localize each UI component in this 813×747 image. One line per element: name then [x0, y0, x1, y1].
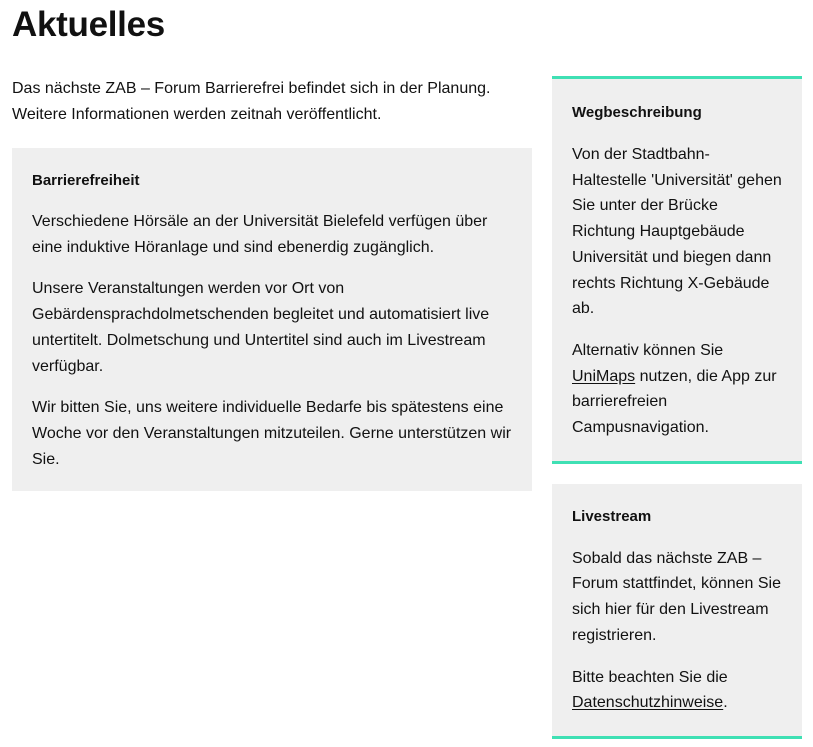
- unimaps-prefix: Alternativ können Sie: [572, 341, 724, 359]
- sidebar: [552, 76, 802, 739]
- intro-text: Das nächste ZAB – Forum Barrierefrei befindet sich in der Planung. Weitere Informationen werden zeitnah veröffentlicht.: [12, 80, 491, 123]
- directions-title: Wegbeschreibung: [572, 104, 702, 121]
- livestream-box: [552, 484, 802, 739]
- accessibility-paragraph: Unsere Veranstaltungen werden vor Ort von Gebärdensprachdolmetschenden begleitet und automatisiert live untertitelt. Dolmetschung und Untertitel sind auch im Livestream verfügbar.: [32, 280, 490, 375]
- privacy-paragraph: [572, 665, 782, 716]
- accessibility-paragraph: Wir bitten Sie, uns weitere individuelle Bedarfe bis spätestens eine Woche vor den Veranstaltungen mitzuteilen. Gerne unterstützen wir Sie.: [32, 399, 512, 468]
- accessibility-box: [12, 148, 532, 491]
- directions-text: Von der Stadtbahn-Haltestelle 'Universität' gehen Sie unter der Brücke Richtung Hauptgebäude Universität und biegen dann rechts Richtung X-Gebäude ab.: [572, 146, 782, 318]
- livestream-text: Sobald das nächste ZAB – Forum stattfindet, können Sie sich hier für den Livestream registrieren.: [572, 549, 781, 644]
- unimaps-suffix: nutzen, die App zur barrierefreien Campusnavigation.: [572, 367, 777, 437]
- directions-box: [552, 76, 802, 464]
- privacy-suffix: .: [723, 694, 728, 712]
- unimaps-paragraph: [572, 338, 782, 441]
- accessibility-paragraph: Verschiedene Hörsäle an der Universität Bielefeld verfügen über eine induktive Höranlage und sind ebenerdig zugänglich.: [32, 213, 488, 256]
- main-content: [12, 76, 532, 491]
- page-title: Aktuelles: [12, 5, 165, 44]
- livestream-title: Livestream: [572, 507, 652, 525]
- privacy-link[interactable]: Datenschutzhinweise: [572, 694, 724, 712]
- accessibility-title: Barrierefreiheit: [32, 172, 140, 189]
- privacy-prefix: Bitte beachten Sie die: [572, 668, 728, 686]
- unimaps-link[interactable]: UniMaps: [572, 367, 636, 385]
